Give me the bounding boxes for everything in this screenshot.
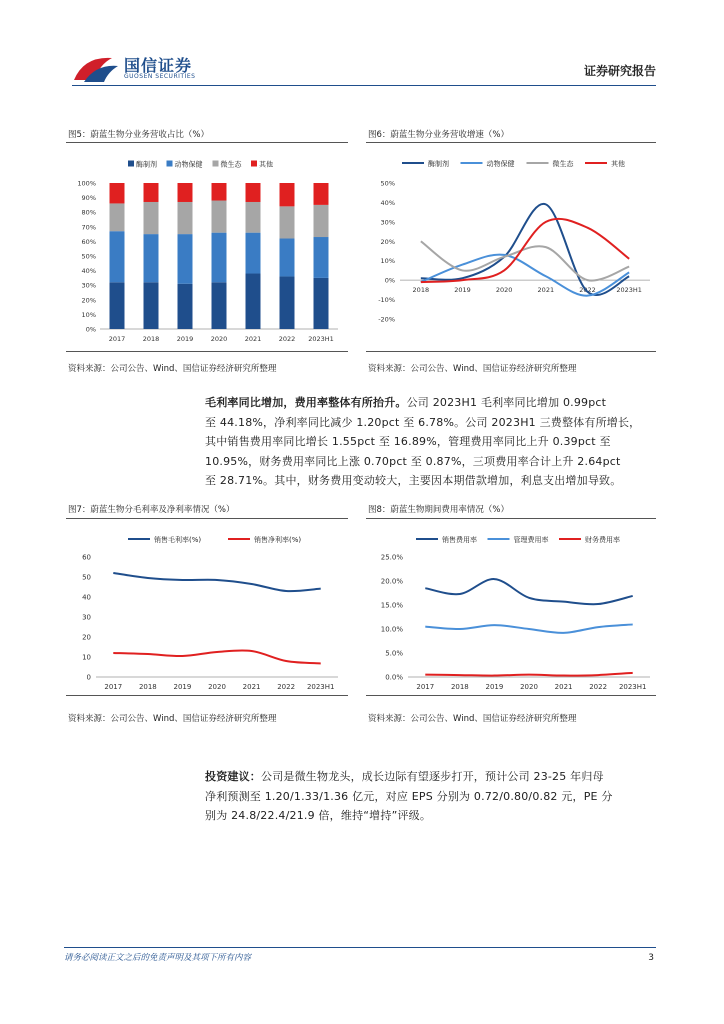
y-tick-label: 60 [82, 553, 91, 562]
bar-segment-3 [110, 183, 125, 203]
y-tick-label: 20.0% [380, 577, 403, 586]
paragraph-2-line: 公司是微生物龙头，成长边际有望逐步打开，预计公司 23-25 年归母 [261, 770, 604, 783]
footer-divider [64, 947, 656, 948]
x-tick-label: 2023H1 [616, 286, 642, 295]
x-tick-label: 2018 [138, 683, 157, 691]
bar-segment-2 [314, 205, 329, 237]
x-tick-label: 2019 [454, 286, 471, 295]
series-line-0 [113, 573, 320, 591]
y-tick-label: 40% [81, 267, 96, 276]
legend-label-0: 酶制剂 [136, 160, 157, 169]
x-tick-label: 2021 [242, 683, 261, 691]
bar-segment-2 [246, 202, 261, 233]
legend-label-2: 微生态 [220, 160, 242, 169]
figure-5-stacked-bar-chart [66, 142, 348, 352]
y-tick-label: 20% [81, 296, 96, 305]
y-tick-label: -10% [378, 296, 395, 305]
paragraph-2-line: 别为 24.8/22.4/21.9 倍，维持“增持”评级。 [205, 809, 432, 822]
x-tick-label: 2023H1 [618, 683, 647, 691]
bar-segment-0 [314, 278, 329, 329]
bar-segment-0 [280, 276, 295, 329]
x-tick-label: 2023H1 [308, 335, 334, 343]
bar-segment-1 [280, 238, 295, 276]
y-tick-label: 10% [380, 257, 395, 266]
footer-disclaimer: 请务必阅读正文之后的免责声明及其项下所有内容 [64, 953, 252, 963]
x-tick-label: 2021 [537, 286, 555, 295]
x-tick-label: 2020 [520, 683, 538, 691]
header-divider [72, 85, 656, 86]
figure-7-line-chart [66, 518, 348, 696]
legend-label-1: 销售净利率(%) [254, 536, 302, 544]
x-tick-label: 2019 [173, 683, 192, 691]
x-tick-label: 2019 [176, 335, 194, 343]
y-tick-label: 0 [86, 673, 91, 682]
bar-segment-2 [212, 201, 227, 233]
figure-6-title: 图6：蔚蓝生物分业务营收增速（%） [368, 130, 509, 140]
figure-6-line-chart [366, 142, 656, 352]
y-tick-label: 5.0% [385, 649, 403, 658]
legend-label-3: 其他 [259, 160, 273, 169]
bar-segment-1 [246, 233, 261, 274]
bar-segment-3 [280, 183, 295, 206]
bar-segment-2 [280, 206, 295, 238]
bar-segment-0 [178, 284, 193, 329]
y-tick-label: 25.0% [380, 553, 403, 562]
y-tick-label: 15.0% [380, 601, 403, 610]
paragraph-1-line: 至 28.71%。其中，财务费用变动较大，主要因本期借款增加，利息支出增加导致。 [205, 474, 622, 487]
y-tick-label: 30% [380, 218, 395, 227]
figure-8-title: 图8：蔚蓝生物期间费用率情况（%） [368, 505, 509, 515]
x-tick-label: 2017 [108, 335, 126, 343]
bar-segment-0 [246, 274, 261, 329]
y-tick-label: 10% [81, 310, 96, 319]
y-tick-label: 60% [81, 237, 96, 246]
series-line-1 [421, 255, 629, 296]
report-type: 证券研究报告 [583, 64, 656, 78]
bar-segment-2 [144, 202, 159, 234]
y-tick-label: 0% [85, 325, 96, 334]
bar-segment-3 [314, 183, 329, 205]
legend-swatch-1 [167, 161, 173, 167]
y-tick-label: 20% [380, 237, 395, 246]
x-tick-label: 2020 [495, 286, 513, 295]
legend-label-1: 管理费用率 [513, 536, 549, 544]
figure-7-title: 图7：蔚蓝生物分毛利率及净利率情况（%） [68, 505, 235, 515]
paragraph-margin-analysis [205, 393, 655, 491]
bar-segment-2 [110, 203, 125, 231]
bar-segment-0 [144, 282, 159, 329]
y-tick-label: 50 [82, 573, 91, 582]
legend-label-0: 酶制剂 [428, 160, 449, 168]
y-tick-label: 10 [82, 653, 91, 662]
bar-segment-1 [144, 234, 159, 282]
x-tick-label: 2020 [208, 683, 226, 691]
figure-5-title: 图5：蔚蓝生物分业务营收占比（%） [68, 130, 209, 140]
series-line-1 [113, 650, 320, 663]
x-tick-label: 2018 [450, 683, 469, 691]
y-tick-label: 50% [81, 252, 96, 261]
y-tick-label: 100% [77, 179, 96, 188]
x-tick-label: 2020 [210, 335, 228, 343]
x-tick-label: 2021 [244, 335, 262, 343]
x-tick-label: 2022 [589, 683, 608, 691]
series-line-1 [425, 624, 632, 632]
x-tick-label: 2018 [412, 286, 430, 295]
bar-segment-1 [110, 231, 125, 282]
paragraph-2-line: 净利预测至 1.20/1.33/1.36 亿元，对应 EPS 分别为 0.72/0.80/0.82 元，PE 分 [205, 789, 613, 803]
series-line-2 [425, 673, 632, 676]
legend-label-3: 其他 [611, 160, 625, 168]
y-tick-label: 80% [81, 208, 96, 217]
series-line-2 [421, 241, 629, 280]
bar-segment-1 [314, 237, 329, 278]
figure-7-source: 资料来源：公司公告、Wind、国信证券经济研究所整理 [68, 714, 277, 724]
y-tick-label: 30 [82, 613, 91, 622]
legend-label-1: 动物保健 [486, 160, 515, 168]
figure-5-source: 资料来源：公司公告、Wind、国信证券经济研究所整理 [68, 364, 277, 374]
legend-swatch-2 [213, 161, 219, 167]
x-tick-label: 2017 [104, 683, 123, 691]
bar-segment-1 [212, 233, 227, 283]
y-tick-label: 10.0% [380, 625, 403, 634]
figure-8-line-chart [366, 518, 656, 696]
x-tick-label: 2023H1 [306, 683, 335, 691]
paragraph-1-line: 其中销售费用率同比增长 1.55pct 至 16.89%，管理费用率同比上升 0.39pct 至 [205, 435, 611, 448]
bar-segment-3 [178, 183, 193, 202]
x-tick-label: 2022 [277, 683, 296, 691]
bar-segment-3 [246, 183, 261, 202]
legend-label-1: 动物保健 [174, 160, 203, 169]
bar-segment-2 [178, 202, 193, 234]
paragraph-investment-advice [205, 767, 655, 826]
bar-segment-1 [178, 234, 193, 284]
legend-label-0: 销售费用率 [442, 536, 477, 544]
y-tick-label: 30% [81, 281, 96, 290]
x-tick-label: 2022 [579, 286, 596, 295]
bar-segment-0 [212, 282, 227, 329]
x-tick-label: 2018 [142, 335, 160, 343]
y-tick-label: -20% [378, 315, 395, 324]
paragraph-1-line: 公司 2023H1 毛利率同比增加 0.99pct [406, 396, 607, 409]
x-tick-label: 2017 [416, 683, 435, 691]
paragraph-1-lead: 毛利率同比增加，费用率整体有所抬升。 [205, 396, 407, 409]
page-number: 3 [648, 953, 654, 963]
series-line-3 [421, 219, 629, 282]
y-tick-label: 20 [82, 633, 91, 642]
y-tick-label: 40% [380, 198, 395, 207]
bar-segment-0 [110, 282, 125, 329]
legend-label-0: 销售毛利率(%) [154, 536, 202, 544]
y-tick-label: 70% [81, 223, 96, 232]
legend-swatch-3 [251, 161, 257, 167]
figure-8-source: 资料来源：公司公告、Wind、国信证券经济研究所整理 [368, 714, 577, 724]
bar-segment-3 [212, 183, 227, 201]
guosen-logo-icon [70, 50, 122, 86]
legend-swatch-0 [128, 161, 134, 167]
legend-label-2: 微生态 [552, 160, 574, 168]
y-tick-label: 0.0% [385, 673, 403, 682]
y-tick-label: 40 [82, 593, 91, 602]
paragraph-1-line: 10.95%，财务费用率同比上涨 0.70pct 至 0.87%，三项费用率合计上升 2.64pct [205, 454, 621, 468]
figure-6-source: 资料来源：公司公告、Wind、国信证券经济研究所整理 [368, 364, 577, 374]
paragraph-2-lead: 投资建议： [205, 770, 261, 783]
brand-english-name: GUOSEN SECURITIES [124, 73, 196, 80]
y-tick-label: 50% [380, 179, 395, 188]
y-tick-label: 0% [384, 276, 395, 285]
bar-segment-3 [144, 183, 159, 202]
legend-label-2: 财务费用率 [585, 536, 620, 544]
brand-name: 国信证券 [124, 56, 193, 75]
y-tick-label: 90% [81, 194, 96, 203]
x-tick-label: 2021 [554, 683, 573, 691]
series-line-0 [425, 579, 632, 604]
x-tick-label: 2019 [485, 683, 504, 691]
paragraph-1-line: 至 44.18%，净利率同比减少 1.20pct 至 6.78%。公司 2023H1 三费整体有所增长， [205, 415, 641, 429]
x-tick-label: 2022 [278, 335, 296, 343]
